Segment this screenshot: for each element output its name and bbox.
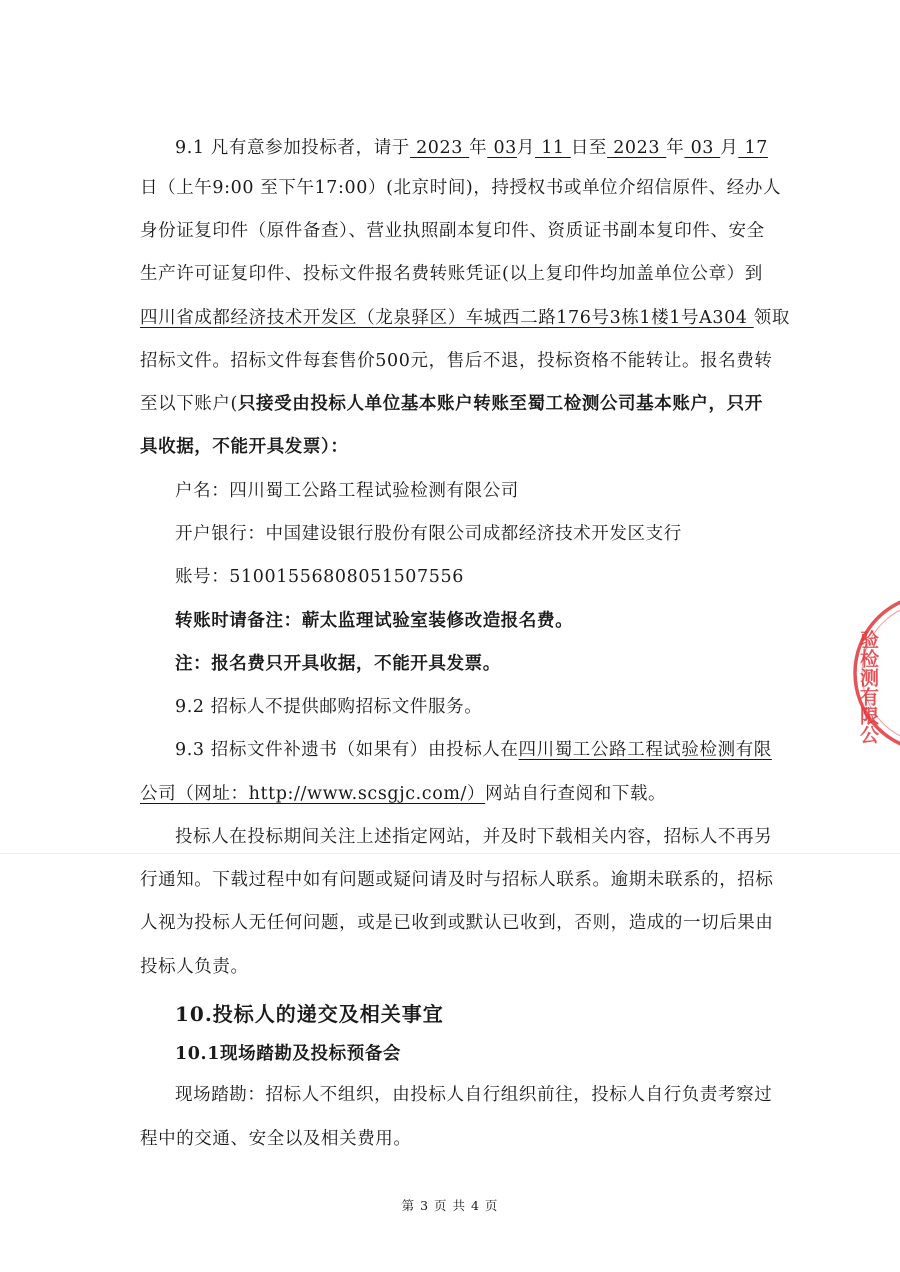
clause-9-1-line-5: 四川省成都经济技术开发区（龙泉驿区）车城西二路176号3栋1楼1号A304 领取 <box>140 308 790 328</box>
account-restriction: 只接受由投标人单位基本账户转账至蜀工检测公司基本账户，只开 <box>237 394 763 414</box>
clause-9-1-line-2: 日（上午9:00 至下午17:00）(北京时间)，持授权书或单位介绍信原件、经办人 <box>140 178 782 198</box>
clause-9-1-line-6: 招标文件。招标文件每套售价500元，售后不退，投标资格不能转让。报名费转 <box>140 351 773 371</box>
notice-line-2: 行通知。下载过程中如有问题或疑问请及时与招标人联系。逾期未联系的，招标 <box>140 870 774 890</box>
end-day: 17 <box>738 138 768 158</box>
notice-line-1: 投标人在投标期间关注上述指定网站，并及时下载相关内容，招标人不再另 <box>175 827 773 847</box>
section-10-1-title: 10.1现场踏勘及投标预备会 <box>175 1044 402 1064</box>
clause-9-3-line-1: 9.3 招标文件补遗书（如果有）由投标人在四川蜀工公路工程试验检测有限 <box>175 740 772 760</box>
notice-line-3: 人视为投标人无任何问题，或是已收到或默认已收到，否则，造成的一切后果由 <box>140 913 774 933</box>
page-footer: 第 3 页 共 4 页 <box>401 1198 499 1213</box>
clause-9-1-lead: 9.1 凡有意参加投标者，请于 <box>175 138 410 158</box>
clause-9-1-line-7: 至以下账户(只接受由投标人单位基本账户转账至蜀工检测公司基本账户，只开 <box>140 394 763 414</box>
scan-line <box>0 853 900 854</box>
clause-9-3-line-2: 公司（网址：http://www.scsgjc.com/）网站自行查阅和下载。 <box>140 784 667 804</box>
site-visit-line-2: 程中的交通、安全以及相关费用。 <box>140 1129 412 1149</box>
account-number: 账号：51001556808051507556 <box>175 567 464 587</box>
clause-9-2: 9.2 招标人不提供邮购招标文件服务。 <box>175 697 483 717</box>
website-name: 四川蜀工公路工程试验检测有限 <box>518 740 772 760</box>
clause-9-1-line-8: 具收据，不能开具发票）： <box>140 437 349 457</box>
start-day: 11 <box>535 138 571 158</box>
pickup-address: 四川省成都经济技术开发区（龙泉驿区）车城西二路176号3栋1楼1号A304 <box>140 308 754 328</box>
clause-9-1-line-1: 9.1 凡有意参加投标者，请于 2023 年 03月 11 日至 2023 年 03 月 17 <box>175 138 768 158</box>
start-month: 03 <box>487 138 517 158</box>
fee-note: 注：报名费只开具收据，不能开具发票。 <box>175 654 501 674</box>
account-bank: 开户银行：中国建设银行股份有限公司成都经济技术开发区支行 <box>175 524 682 544</box>
company-seal <box>838 588 900 758</box>
clause-9-1-line-4: 生产许可证复印件、投标文件报名费转账凭证(以上复印件均加盖单位公章）到 <box>140 264 763 284</box>
end-month: 03 <box>684 138 721 158</box>
section-10-title: 10.投标人的递交及相关事宜 <box>175 1002 444 1026</box>
account-name: 户名：四川蜀工公路工程试验检测有限公司 <box>175 481 519 501</box>
site-visit-line-1: 现场踏勘：招标人不组织，由投标人自行组织前往，投标人自行负责考察过 <box>175 1085 773 1105</box>
seal-text: 验检测有限公 <box>857 630 879 744</box>
clause-9-1-line-3: 身份证复印件（原件备查）、营业执照副本复印件、资质证书副本复印件、安全 <box>140 221 765 241</box>
website-url: 公司（网址：http://www.scsgjc.com/） <box>140 784 486 804</box>
end-year: 2023 <box>607 138 667 158</box>
seal-stamp-icon <box>838 588 900 758</box>
start-year: 2023 <box>409 138 470 158</box>
transfer-remark: 转账时请备注：蕲太监理试验室装修改造报名费。 <box>175 611 574 631</box>
notice-line-4: 投标人负责。 <box>140 957 249 977</box>
